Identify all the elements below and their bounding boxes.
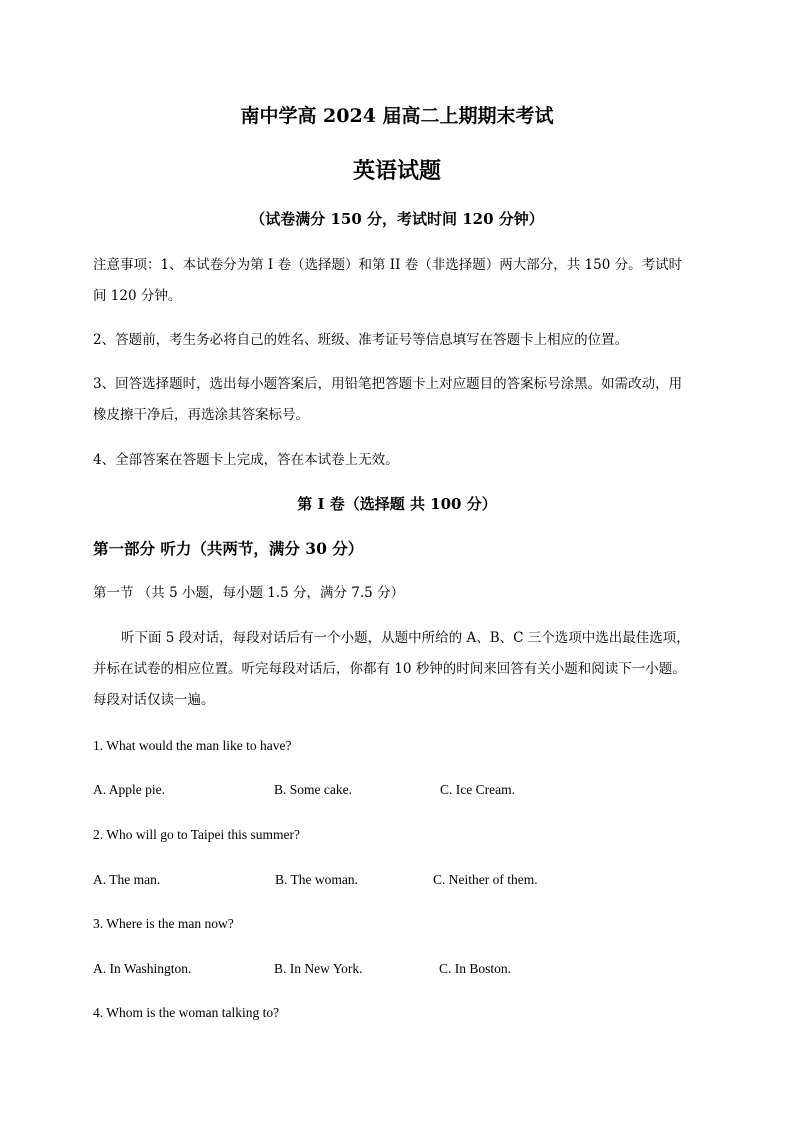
question-stem: 2. Who will go to Taipei this summer? [93,827,301,842]
instruction-item-3-cont: 橡皮擦干净后，再选涂其答案标号。 [93,407,309,423]
option-c: C. Ice Cream. [440,782,515,797]
option-a: A. In Washington. [93,961,192,976]
question-stem: 4. Whom is the woman talking to? [93,1005,280,1020]
instruction-item-4: 4、全部答案在答题卡上完成，答在本试卷上无效。 [93,452,399,468]
option-c: C. Neither of them. [433,872,538,887]
instruction-item-1-cont: 间 120 分钟。 [93,288,182,304]
directions-line-1: 听下面 5 段对话，每段对话后有一个小题，从题中所给的 A、B、C 三个选项中选出最佳选项， [121,630,690,646]
part-heading: 第一部分 听力（共两节，满分 30 分） [93,539,364,558]
section-heading: 第一节 （共 5 小题，每小题 1.5 分，满分 7.5 分） [93,585,405,601]
question-stem: 3. Where is the man now? [93,916,234,931]
option-c: C. In Boston. [439,961,512,976]
directions-line-2: 并标在试卷的相应位置。听完每段对话后，你都有 10 秒钟的时间来回答有关小题和阅读下一小题。 [93,661,686,677]
instruction-item-3: 3、回答选择题时，选出每小题答案后，用铅笔把答题卡上对应题目的答案标号涂黑。如需改动，用 [93,376,683,392]
instruction-item-1: 注意事项：1、本试卷分为第 I 卷（选择题）和第 II 卷（非选择题）两大部分，共 150 分。考试时 [93,257,683,273]
option-b: B. In New York. [274,961,363,976]
exam-title: 南中学高 2024 届高二上期期末考试 [240,105,554,127]
volume-heading: 第 I 卷（选择题 共 100 分） [297,495,497,513]
question-stem: 1. What would the man like to have? [93,738,292,753]
directions-line-3: 每段对话仅读一遍。 [93,692,215,708]
option-a: A. Apple pie. [93,782,165,797]
exam-note: （试卷满分 150 分，考试时间 120 分钟） [250,210,544,228]
option-a: A. The man. [93,872,161,887]
option-b: B. The woman. [275,872,358,887]
exam-subtitle: 英语试题 [352,158,441,184]
instruction-item-2: 2、答题前，考生务必将自己的姓名、班级、准考证号等信息填写在答题卡上相应的位置。 [93,332,629,348]
option-b: B. Some cake. [274,782,352,797]
